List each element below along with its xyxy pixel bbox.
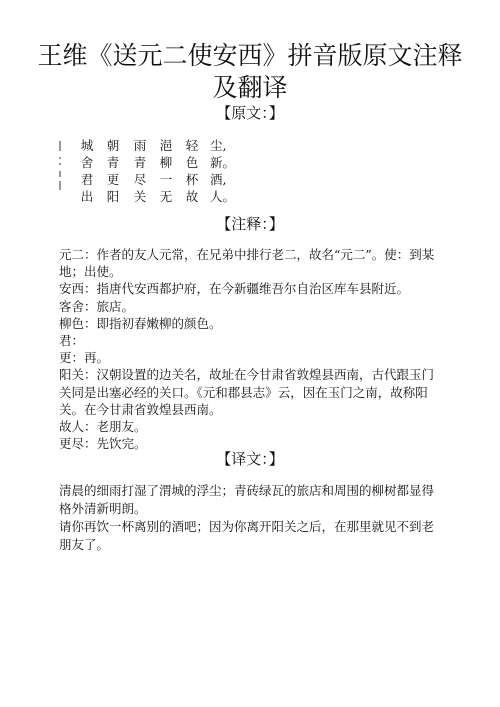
page-title-line-2: 及翻译	[212, 73, 288, 102]
poem-char: 新。	[210, 155, 236, 170]
translation-block	[59, 482, 441, 554]
poem-char: 青	[106, 155, 120, 170]
poem-column-6	[210, 137, 240, 205]
poem-char: 君	[80, 172, 94, 187]
poem-char: 轻	[185, 138, 199, 153]
section-heading-original: 【原文：】	[216, 104, 284, 122]
poem-char: 浥	[159, 138, 173, 153]
poem-column-2	[105, 137, 121, 205]
poem-char: 青	[133, 155, 147, 170]
poem-char: 尽	[133, 172, 147, 187]
poem-block	[57, 137, 257, 207]
poem-column-5	[184, 137, 200, 205]
section-heading-notes: 【注释：】	[216, 215, 284, 233]
poem-char: 雨	[133, 138, 147, 153]
translation-paragraph: 请你再饮一杯离别的酒吧；因为你离开阳关之后，在那里就见不到老朋友了。	[59, 519, 435, 552]
poem-char: 无	[159, 189, 173, 204]
note-item: 更：再。	[59, 350, 110, 366]
poem-column-4	[158, 137, 174, 205]
notes-list	[59, 246, 441, 452]
note-item: 柳色：即指初春嫩柳的颜色。	[59, 315, 222, 331]
poem-char: 更	[106, 172, 120, 187]
note-item: 君：	[59, 333, 85, 349]
poem-char: 舍	[80, 155, 94, 170]
pinyin-marks-decoration	[58, 141, 62, 191]
page-title-line-1: 王维《送元二使安西》拼音版原文注释	[37, 41, 463, 70]
poem-char: 杯	[185, 172, 199, 187]
note-item: 元二：作者的友人元常，在兄弟中排行老二，故名“元二”。使：到某地；出使。	[59, 247, 435, 280]
poem-char: 柳	[159, 155, 173, 170]
poem-char: 尘,	[210, 138, 227, 153]
poem-char: 色	[185, 155, 199, 170]
poem-char: 关	[133, 189, 147, 204]
poem-char: 一	[159, 172, 173, 187]
poem-char: 故	[185, 189, 199, 204]
poem-char: 人。	[210, 189, 236, 204]
note-item: 更尽：先饮完。	[59, 436, 147, 452]
section-heading-translation: 【译文：】	[216, 450, 284, 468]
note-item: 安西：指唐代安西都护府，在今新疆维吾尔自治区库车县附近。	[59, 281, 410, 297]
poem-char: 城	[80, 138, 94, 153]
poem-column-3	[132, 137, 148, 205]
note-item: 故人：老朋友。	[59, 419, 147, 435]
poem-column-1	[79, 137, 95, 205]
note-item: 客舍：旅店。	[59, 298, 135, 314]
poem-char: 出	[80, 189, 94, 204]
poem-char: 阳	[106, 189, 120, 204]
translation-paragraph: 清晨的细雨打湿了渭城的浮尘；青砖绿瓦的旅店和周围的柳树都显得格外清新明朗。	[59, 483, 435, 516]
poem-char: 酒,	[210, 172, 227, 187]
note-item: 阳关：汉朝设置的边关名，故址在今甘肃省敦煌县西南，古代跟玉门关同是出塞必经的关口。《元和郡县志》云，因在玉门之南，故称阳关。在今甘肃省敦煌县西南。	[59, 367, 435, 417]
poem-char: 朝	[106, 138, 120, 153]
